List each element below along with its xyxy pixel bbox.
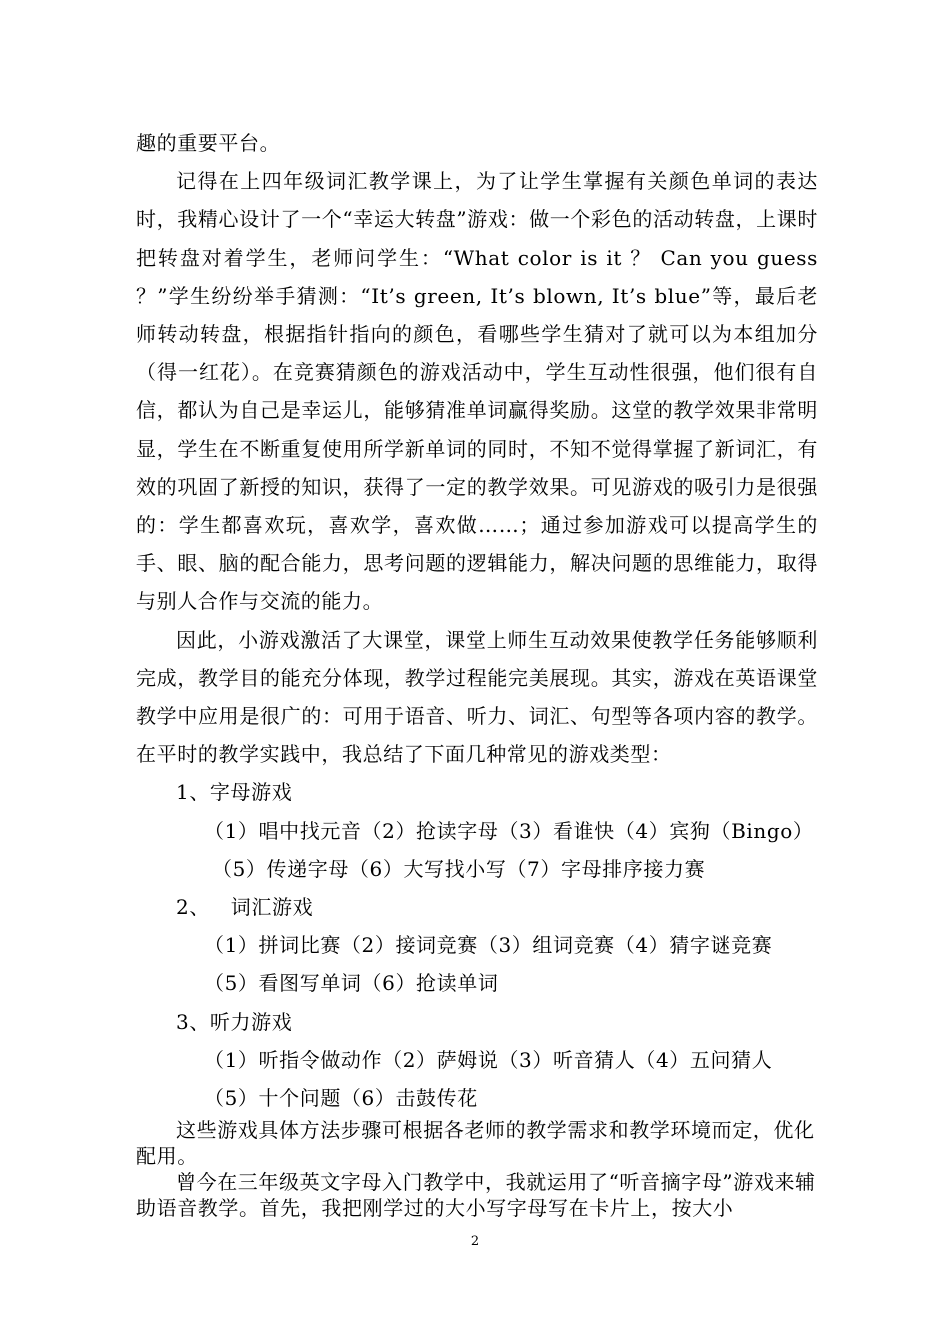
list-item: （5）十个问题（6）击鼓传花	[204, 1086, 478, 1111]
game-type-list	[136, 773, 818, 1117]
page-number: 2	[470, 1234, 480, 1249]
main-text	[136, 124, 818, 773]
list-item: （1）拼词比赛（2）接词竞赛（3）组词竞赛（4）猜字谜竞赛	[204, 933, 773, 958]
paragraph-lucky-wheel: 记得在上四年级词汇教学课上，为了让学生掌握有关颜色单词的表达时，我精心设计了一个“幸运大转盘”游戏：做一个彩色的活动转盘，上课时把转盘对着学生，老师问学生：“What color is it ？ Can you guess ？”学生纷纷举手猜测：“It’s green, It’s blown, It’s blue”等，最后老师转动转盘，根据指针指向的颜色，看哪些学生猜对了就可以为本组加分（得一红花）。在竞赛猜颜色的游戏活动中，学生互动性很强，他们很有自信，都认为自己是幸运儿，能够猜准单词赢得奖励。这堂的教学效果非常明显，学生在不断重复使用所学新单词的同时，不知不觉得掌握了新词汇，有效的巩固了新授的知识，获得了一定的教学效果。可见游戏的吸引力是很强的：学生都喜欢玩，喜欢学，喜欢做……；通过参加游戏可以提高学生的手、眼、脑的配合能力，思考问题的逻辑能力，解决问题的思维能力，取得与别人合作与交流的能力。	[136, 169, 818, 614]
list-item: （5）看图写单词（6）抢读单词	[204, 971, 499, 996]
list-heading-vocabulary-games: 2、 词汇游戏	[176, 895, 314, 920]
paragraph-letter-game-example: 曾今在三年级英文字母入门教学中，我就运用了“听音摘字母”游戏来辅助语音教学。首先，我把刚学过的大小写字母写在卡片上，按大小	[136, 1170, 816, 1221]
list-heading-letter-games: 1、字母游戏	[176, 780, 293, 805]
list-item: （5）传递字母（6）大写找小写（7）字母排序接力赛	[212, 856, 706, 881]
paragraph-game-types-intro: 因此，小游戏激活了大课堂，课堂上师生互动效果使教学任务能够顺利完成，教学目的能充分体现，教学过程能完美展现。其实，游戏在英语课堂教学中应用是很广的：可用于语音、听力、词汇、句型等各项内容的教学。在平时的教学实践中，我总结了下面几种常见的游戏类型：	[136, 627, 818, 767]
list-item: （1）听指令做动作（2）萨姆说（3）听音猜人（4）五问猜人	[204, 1047, 773, 1072]
paragraph-optimization: 这些游戏具体方法步骤可根据各老师的教学需求和教学环境而定，优化配用。	[136, 1118, 815, 1169]
page-body	[136, 124, 818, 1221]
list-item: （1）唱中找元音（2）抢读字母（3）看谁快（4）宾狗（Bingo）	[204, 818, 814, 843]
tail-text	[136, 1117, 818, 1221]
paragraph-continuation: 趣的重要平台。	[136, 131, 281, 155]
list-heading-listening-games: 3、听力游戏	[176, 1009, 293, 1034]
